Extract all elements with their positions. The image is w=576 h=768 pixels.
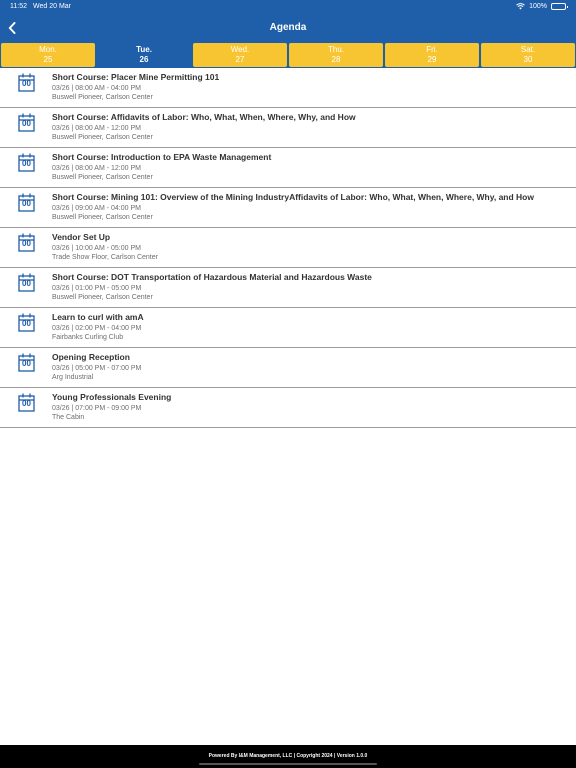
calendar-icon-text: 00	[22, 119, 31, 128]
calendar-icon	[18, 272, 35, 292]
battery-percent: 100%	[529, 3, 547, 10]
status-bar	[0, 3, 576, 13]
event-row[interactable]	[0, 228, 576, 268]
day-tab[interactable]	[289, 43, 383, 67]
event-time: 03/26 | 08:00 AM - 12:00 PM	[52, 165, 141, 172]
day-tab-number: 28	[331, 55, 341, 64]
calendar-icon-text: 00	[22, 199, 31, 208]
event-row[interactable]	[0, 388, 576, 428]
event-time: 03/26 | 05:00 PM - 07:00 PM	[52, 365, 142, 372]
calendar-icon	[18, 392, 35, 412]
calendar-icon	[18, 192, 35, 212]
calendar-icon	[18, 352, 35, 372]
event-location: Fairbanks Curling Club	[52, 334, 124, 341]
footer-text: Powered By I&M Management, LLC | Copyright 2024 | Version 1.0.0	[208, 753, 368, 759]
wifi-icon	[516, 3, 525, 10]
day-tab-number: 26	[139, 55, 149, 64]
top-bar	[0, 0, 576, 41]
day-tab-number: 29	[427, 55, 437, 64]
calendar-icon-text: 00	[22, 159, 31, 168]
event-time: 03/26 | 02:00 PM - 04:00 PM	[52, 325, 142, 332]
event-title: Short Course: DOT Transportation of Hazardous Material and Hazardous Waste	[52, 272, 372, 282]
day-tab[interactable]	[193, 43, 287, 67]
event-time: 03/26 | 01:00 PM - 05:00 PM	[52, 285, 142, 292]
day-tab-number: 30	[523, 55, 533, 64]
day-tab[interactable]	[1, 43, 95, 67]
event-title: Vendor Set Up	[52, 232, 111, 242]
event-time: 03/26 | 08:00 AM - 12:00 PM	[52, 125, 141, 132]
event-row[interactable]	[0, 308, 576, 348]
calendar-icon	[18, 232, 35, 252]
event-location: Buswell Pioneer, Carlson Center	[52, 174, 153, 181]
calendar-icon	[18, 112, 35, 132]
calendar-icon-text: 00	[22, 239, 31, 248]
event-row[interactable]	[0, 188, 576, 228]
status-right	[516, 3, 566, 10]
status-time: 11:52	[10, 3, 27, 10]
event-row[interactable]	[0, 348, 576, 388]
event-title: Learn to curl with amA	[52, 312, 144, 322]
event-location: The Cabin	[52, 414, 85, 421]
calendar-icon	[18, 312, 35, 332]
event-list	[0, 68, 576, 428]
event-location: Buswell Pioneer, Carlson Center	[52, 134, 153, 141]
event-location: Buswell Pioneer, Carlson Center	[52, 214, 153, 221]
event-title: Opening Reception	[52, 352, 130, 362]
event-title: Short Course: Introduction to EPA Waste Management	[52, 152, 272, 162]
day-tab[interactable]	[481, 43, 575, 67]
event-location: Buswell Pioneer, Carlson Center	[52, 294, 153, 301]
calendar-icon-text: 00	[22, 399, 31, 408]
page-title: Agenda	[269, 22, 307, 33]
calendar-icon	[18, 72, 35, 92]
event-time: 03/26 | 10:00 AM - 05:00 PM	[52, 245, 141, 252]
day-tab-name: Mon.	[39, 45, 57, 54]
event-title: Short Course: Mining 101: Overview of the Mining IndustryAffidavits of Labor: Who, What, When, Where, Why, and How	[52, 192, 534, 202]
event-title: Young Professionals Evening	[52, 392, 172, 402]
day-selector	[0, 41, 576, 68]
status-date: Wed 20 Mar	[33, 3, 71, 10]
event-location: Buswell Pioneer, Carlson Center	[52, 94, 153, 101]
chevron-left-icon	[8, 22, 16, 34]
day-tab-number: 25	[43, 55, 53, 64]
event-time: 03/26 | 09:00 AM - 04:00 PM	[52, 205, 141, 212]
event-row[interactable]	[0, 108, 576, 148]
day-tab-name: Sat.	[520, 45, 536, 54]
day-tab-name: Fri.	[426, 45, 438, 54]
calendar-icon-text: 00	[22, 279, 31, 288]
event-time: 03/26 | 08:00 AM - 04:00 PM	[52, 85, 141, 92]
event-location: Arg Industrial	[52, 374, 94, 381]
event-row[interactable]	[0, 268, 576, 308]
footer	[0, 745, 576, 768]
back-button[interactable]	[4, 20, 20, 36]
battery-icon	[551, 3, 566, 10]
day-tab-name: Thu.	[327, 45, 344, 54]
day-tab-name: Wed.	[230, 45, 250, 54]
event-location: Trade Show Floor, Carlson Center	[52, 254, 158, 261]
day-tab[interactable]	[97, 43, 191, 67]
home-indicator[interactable]	[199, 763, 377, 765]
nav-bar	[0, 18, 576, 38]
day-tab-number: 27	[235, 55, 245, 64]
event-row[interactable]	[0, 68, 576, 108]
day-tab[interactable]	[385, 43, 479, 67]
event-row[interactable]	[0, 148, 576, 188]
event-title: Short Course: Affidavits of Labor: Who, What, When, Where, Why, and How	[52, 112, 356, 122]
calendar-icon-text: 00	[22, 319, 31, 328]
calendar-icon-text: 00	[22, 79, 31, 88]
event-title: Short Course: Placer Mine Permitting 101	[52, 72, 220, 82]
calendar-icon	[18, 152, 35, 172]
event-time: 03/26 | 07:00 PM - 09:00 PM	[52, 405, 142, 412]
day-tab-name: Tue.	[136, 45, 152, 54]
calendar-icon-text: 00	[22, 359, 31, 368]
